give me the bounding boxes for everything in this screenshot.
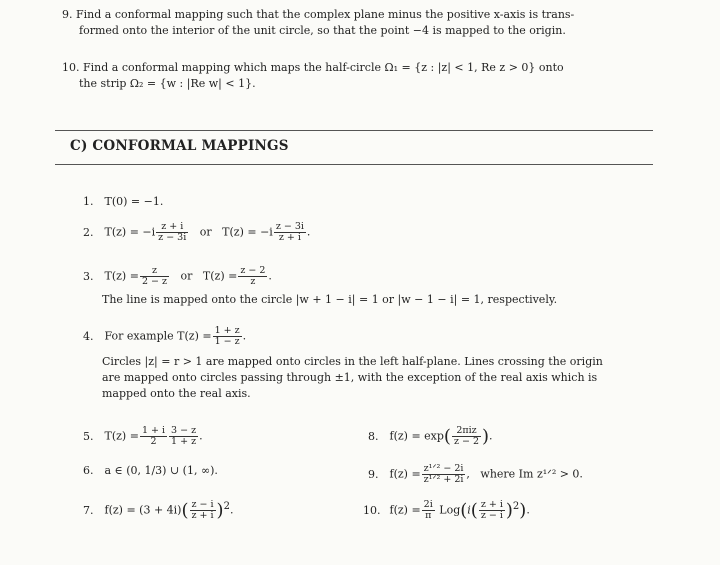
answer-2: 2. T(z) = −i $\frac{z + i}{z - 3i}$ or T(z) = −i $\frac{z - 3i}{z + i}$ . [83,221,311,243]
section-title: C) CONFORMAL MAPPINGS [70,138,289,154]
answer-4-line4: mapped onto the real axis. [102,387,251,400]
answer-6: 6. a ∈ (0, 1/3) ∪ (1, ∞). [83,464,218,477]
answer-7: 7. f(z) = (3 + 4i)( $\frac{z - i}{z + i}$ )$^2$. [83,499,234,521]
answer-9: 9. f(z) = $\frac{\text{z¹ᐟ² − 2i}}{\text{z¹ᐟ² + 2i}}$ , where Im z¹ᐟ² > 0. [368,463,583,485]
problem-9: 9. Find a conformal mapping such that the complex plane minus the positive x-axis is trans- [62,8,575,21]
answer-8: 8. f(z) = exp( $\frac{\text{2πiz}}{z - 2}$ ). [368,425,493,447]
answer-3-line2: The line is mapped onto the circle |w + 1 − i| = 1 or |w − 1 − i| = 1, respectively. [102,293,558,306]
problem-10: 10. Find a conformal mapping which maps the half-circle Ω₁ = {z : |z| < 1, Re z > 0} onto [62,61,564,74]
section-rule-bottom [55,164,653,165]
answer-4-line3: are mapped onto circles passing through ±1, with the exception of the real axis which is [102,371,598,384]
problem-10-line2: the strip Ω₂ = {w : |Re w| < 1}. [79,77,256,90]
answer-4-line2: Circles |z| = r > 1 are mapped onto circles in the left half-plane. Lines crossing the origin [102,355,603,368]
answer-1: 1. T(0) = −1. [83,195,164,208]
answer-10: 10. f(z) = $\frac{2i}{\pi}$ Log(i( $\frac{z + i}{z - i}$ )$^2$). [363,499,530,521]
section-rule-top [55,130,653,131]
answer-5: 5. T(z) = $\frac{1 + i}{2}$ $\frac{3 - z}{1 + z}$ . [83,425,203,447]
problem-9-line2: formed onto the interior of the unit circle, so that the point −4 is mapped to the origin. [79,24,566,37]
answer-4: 4. For example T(z) = $\frac{1 + z}{1 - z}$ . [83,325,247,347]
answer-3: 3. T(z) = $\frac{z}{2 - z}$ or T(z) = $\frac{z - 2}{z}$ . [83,265,272,287]
